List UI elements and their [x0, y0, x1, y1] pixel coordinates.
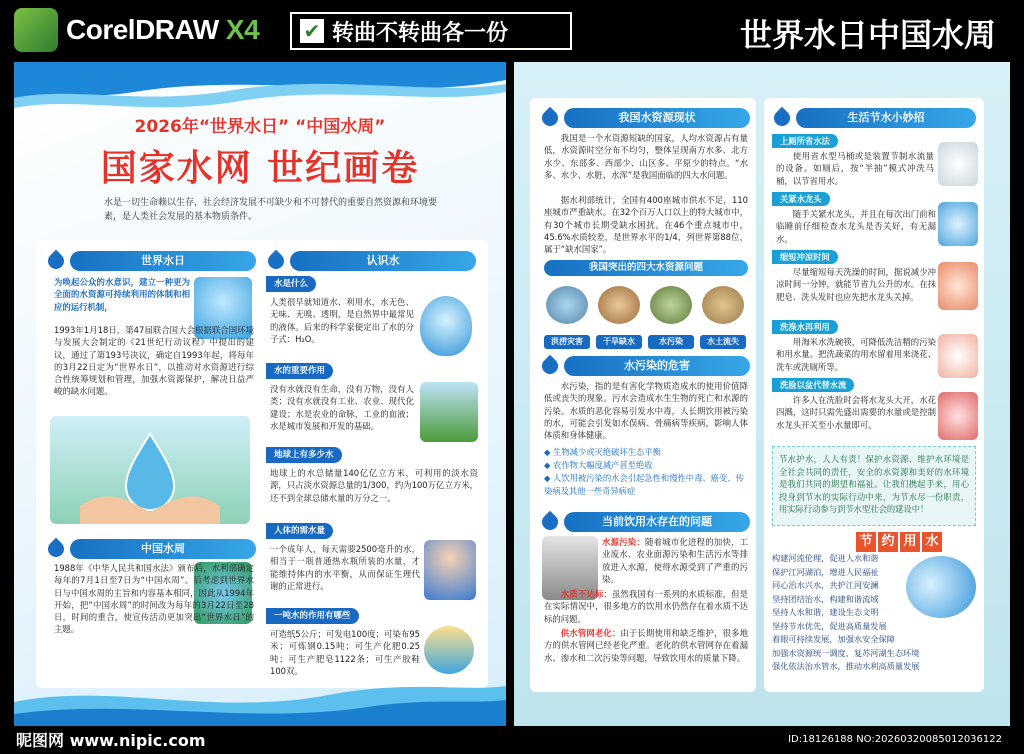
pollution-bullet-1: ◆ 生物减少或灭绝破坏生态平衡 — [544, 447, 661, 457]
importance-body: 没有水就没有生命，没有万物，没有人类；没有水就没有工业、农业、现代化建设；水是农业的命脉，工业的血液；水是城市发展和开发的基础。 — [270, 384, 414, 431]
section-drinking-problems: 当前饮用水存在的问题 — [564, 512, 750, 532]
status-paragraph-1: 我国是一个水资源短缺的国家，人均水资源占有量低，水资源时空分布不均匀，整体呈现南方水多、北方水少、东部多、西部少、山区多、平原少的特点。“水多、水少、水脏、水浑”是我国面临的四大水问题。 — [544, 133, 748, 180]
slogan-line: 构建河流伦理，促进人水和谐 — [772, 553, 879, 563]
drinking-p1 — [602, 536, 748, 585]
water-drop-characters — [906, 556, 976, 618]
tip-toilet-body: 使用省水型马桶或是装置节制水流量的设备。如厕后，按“半抽”模式冲洗马桶，以节省用水。 — [776, 151, 934, 186]
tag-body-water-need: 人体的需水量 — [266, 523, 333, 539]
problem-flood: 洪涝灾害 — [544, 335, 590, 349]
banner-char: 节 — [856, 532, 876, 552]
drinking-p1-text: 随着城市化进程的加快，工业废水、农业面源污染和生活污水等排放进入水源，使得水源受到了严重的污染。 — [602, 537, 749, 584]
image-id: ID:18126188 NO:20260320085012036122 — [788, 734, 1002, 745]
header-title: 国家水网 世纪画卷 — [100, 148, 420, 189]
pollution-image — [650, 286, 692, 324]
shower-illustration — [938, 262, 978, 310]
world-day-lead-text: 为唤起公众的水意识，建立一种更为全面的水资源可持续利用的体制和相应的运行机制， — [54, 277, 190, 312]
tag-importance: 水的重要作用 — [266, 363, 333, 379]
coreldraw-logo-icon — [14, 8, 58, 52]
drinking-p2 — [544, 588, 748, 625]
tip-reuse-body: 用淘米水洗碗筷，可降低洗洁精的污染和用水量。把洗蔬菜的用水留着用来浇花、洗车或洗厕所等。 — [776, 337, 936, 372]
section-saving-tips: 生活节水小妙招 — [796, 108, 976, 128]
section-four-problems: 我国突出的四大水资源问题 — [544, 260, 748, 276]
drinking-p3-tag: 供水管网老化： — [560, 628, 621, 638]
body-water-need-body: 一个成年人，每天需要2500毫升的水，相当于一瓶普通热水瓶所装的水量，才能维持体内的水平衡，从而保证生理代谢的正常进行。 — [270, 544, 420, 591]
tip-reuse-tag: 洗涤水再利用 — [772, 320, 838, 334]
slogan-line: 着眼可持续发展，加强水安全保障 — [772, 634, 895, 644]
banner-char: 水 — [922, 532, 942, 552]
checkmark-icon: ✔ — [300, 19, 324, 43]
slogan-line: 强化依法治水管水，推动水利高质量发展 — [772, 661, 920, 671]
format-badge — [290, 12, 572, 50]
banner-char: 用 — [900, 532, 920, 552]
toilet-illustration — [938, 142, 978, 186]
section-pollution: 水污染的危害 — [564, 356, 750, 376]
slogan-line: 同心治水兴水，共护江河安澜 — [772, 580, 879, 590]
section-water-status: 我国水资源现状 — [564, 108, 750, 128]
water-drop-mascot — [420, 296, 472, 356]
tip-basin-tag: 洗脸以盆代替水流 — [772, 378, 854, 392]
washing-illustration — [938, 334, 978, 378]
banner-char: 约 — [878, 532, 898, 552]
one-ton-water-body: 可造纸5公斤；可发电100度；可染布95米；可炼钢0.15吨；可生产化肥0.25吨；可生产肥皂1122条；可生产胶鞋100双。 — [270, 629, 420, 676]
pollution-bullet-3: ◆ 人饮用被污染的水会引起急性和慢性中毒、癌变、传染病及其他一些奇异病症 — [544, 473, 744, 496]
what-is-water-body: 人类很早就知道水、利用水，水无色、无味、无嗅、透明，是自然界中最常见的液体。后来的科学家便定出了水的分子式：H₂O。 — [270, 297, 414, 344]
top-bar — [0, 0, 1024, 60]
slogan-line: 坚持人水和谐，建设生态文明 — [772, 607, 879, 617]
face-washing-illustration — [938, 392, 978, 440]
tip-basin-body: 许多人在洗脸时会将水龙头大开，水花四溅，这时只需先盛出需要的水量或是控制水龙头开关至小水量即可。 — [776, 395, 936, 430]
slogan-line: 保护江河湖泊，增进人民福祉 — [772, 566, 879, 577]
saving-call-box: 节水护水，人人有责！保护水资源、维护水环境是全社会共同的责任，安全的水资源和美好的水环境是我们共同的期望和福祉。让我们携起手来，用心投身到节水的实际行动中来，为节水尽一份职责，用实际行动参与到节水型社会的建设中！ — [772, 446, 976, 526]
pollution-bullet-2-text: 农作物大幅度减产甚至绝收 — [553, 460, 653, 470]
section-know-water: 认识水 — [290, 251, 476, 271]
pollution-bullet-1-text: 生物减少或灭绝破坏生态平衡 — [553, 447, 661, 457]
problem-pollution: 水污染 — [648, 335, 694, 349]
drinking-p2-tag: 水质不达标： — [560, 589, 612, 599]
waterwheel-illustration — [420, 382, 478, 442]
tip-shower-body: 尽量缩短每天洗澡的时间，据说减少冲凉时间一分钟，就能节省九公升的水。在抹肥皂、洗头发时也应先把水龙头关掉。 — [776, 267, 936, 302]
how-much-water-body: 地球上的水总储量140亿亿立方米，可利用的淡水资源，只占淡水资源总量的1/300，约为100万亿立方米，还不到全球总储水量的万分之一。 — [270, 468, 478, 503]
right-poster — [514, 62, 1010, 726]
pollution-bullet-3-text: 人饮用被污染的水会引起急性和慢性中毒、癌变、传染病及其他一些奇异病症 — [544, 473, 744, 496]
section-world-water-day: 世界水日 — [70, 251, 256, 271]
problem-soil-erosion: 水土流失 — [700, 335, 746, 349]
tag-one-ton-water: 一吨水的作用有哪些 — [266, 608, 359, 624]
china-week-body: 1988年《中华人民共和国水法》颁布后，水利部确定每年的7月1日至7日为“中国水周”。后考虑到世界水日与中国水周的主旨和内容基本相同，因此从1994年开始，把“中国水周”的时间改为每年的3月22日至28日，时间的重合，使宣传活动更加突出“世界水日”的主题。 — [54, 563, 254, 635]
nipic-watermark: 昵图网 www.nipic.com — [16, 731, 206, 750]
drinking-p2-text: 虽然我国有一系列的水质标准，但是在实际情况中，很多地方的饮用水仍然存在着水质不达标的问题。 — [544, 589, 748, 624]
drinking-p3-text: 由于长期使用和缺乏维护，很多地方的供水管网已经老化严重。老化的供水管网存在着漏水、渗水和二次污染等问题，导致饮用水的质量下降。 — [544, 628, 748, 663]
flood-image — [546, 286, 588, 324]
status-paragraph-2: 据水利部统计，全国有400座城市供水不足，110座城市严重缺水。在32个百万人口以上的特大城市中，有30个城市长期受缺水困扰。在46个重点城市中，45.6%水质较差，是世界水平的1/4，列世界第88位，属于“缺水国家”。 — [544, 195, 748, 255]
hands-drop-icon — [50, 416, 250, 524]
header-year: 2026年“世界水日” “中国水周” — [134, 117, 386, 137]
boy-drinking-illustration — [424, 540, 476, 600]
tag-how-much-water: 地球上有多少水 — [266, 447, 342, 463]
tip-faucet-tag: 关紧水龙头 — [772, 192, 830, 206]
slogan-line: 加强水资源统一调度，复苏河湖生态环境 — [772, 647, 920, 658]
hands-holding-water-image — [50, 416, 250, 524]
world-day-body: 1993年1月18日，第47届联合国大会根据联合国环境与发展大会制定的《21世纪行动议程》中提出的建议，通过了第193号决议，确定自1993年起，将每年的3月22日定为“世界水日”，以推动对水资源进行综合性统筹规划和管理，加强水资源保护，解决日益严峻的缺水问题。 — [54, 325, 254, 397]
soil-erosion-image — [702, 286, 744, 324]
drinking-p1-tag: 水源污染： — [602, 537, 646, 547]
world-day-lead — [54, 276, 190, 313]
header-subtitle: 水是一切生命赖以生存，社会经济发展不可缺少和不可替代的重要自然资源和环境要素，是人类社会发展的基本物质条件。 — [104, 198, 438, 222]
logo-brand: CorelDRAW — [66, 14, 219, 45]
pollution-body: 水污染，指的是有害化学物质造成水的使用价值降低或丧失的现象。污水会造成水生生物的死亡和水源的污染。水质的恶化容易引发水中毒，人长期饮用被污染的水，可能会引发如水俣病、骨痛病等疾病，影响人体体质和身体健康。 — [544, 381, 748, 441]
tip-shower-tag: 缩短冲凉时间 — [772, 250, 838, 264]
coreldraw-logo-text — [66, 14, 259, 46]
bottom-wave-decoration — [14, 662, 506, 726]
badge-text: 转曲不转曲各一份 — [332, 20, 509, 46]
tag-what-is-water: 水是什么 — [266, 276, 316, 292]
faucet-illustration — [938, 202, 978, 246]
top-title: 世界水日中国水周 — [739, 16, 996, 54]
slogan-line: 坚持团结治水，构建和谐流域 — [772, 593, 879, 604]
tip-faucet-body: 随手关紧水龙头，并且在每次出门前和临睡前仔细检查水龙头是否关好，有无漏水。 — [776, 209, 936, 244]
tip-toilet-tag: 上厕所省水法 — [772, 134, 838, 148]
logo-version: X4 — [225, 14, 260, 45]
pollution-bullet-2: ◆ 农作物大幅度减产甚至绝收 — [544, 460, 653, 470]
section-china-water-week: 中国水周 — [70, 539, 256, 559]
drinking-p3 — [544, 627, 748, 664]
slogan-line: 坚持节水优先，促进高质量发展 — [772, 620, 887, 631]
save-water-banner — [856, 530, 944, 552]
left-poster — [14, 62, 506, 726]
drought-image — [598, 286, 640, 324]
problem-drought: 干旱缺水 — [596, 335, 642, 349]
